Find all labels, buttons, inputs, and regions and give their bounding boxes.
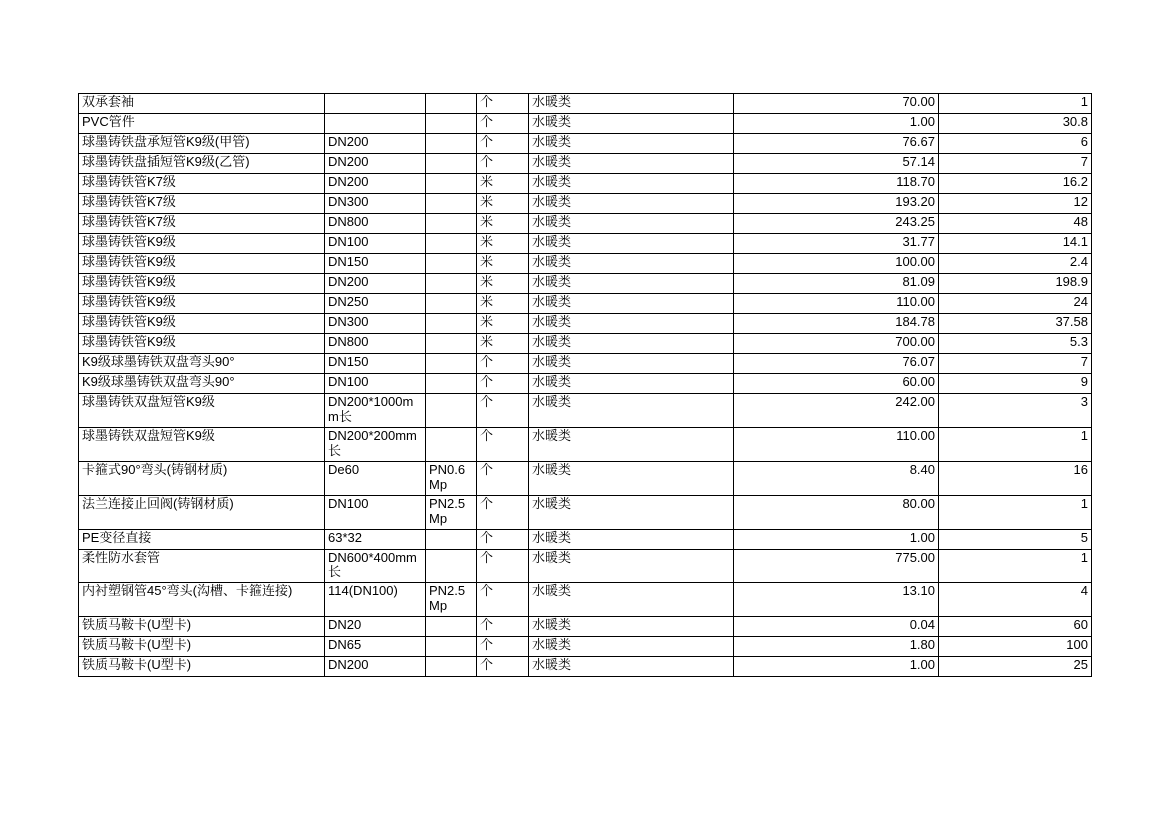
cell-spec[interactable]: DN200*1000mm长 [325,394,426,428]
cell-quantity[interactable]: 48 [939,214,1092,234]
table-row[interactable] [79,334,1092,354]
cell-category[interactable]: 水暖类 [529,334,734,354]
cell-unit[interactable]: 米 [477,214,529,234]
cell-quantity[interactable]: 5 [939,529,1092,549]
table-row[interactable] [79,583,1092,617]
cell-pressure[interactable] [426,234,477,254]
cell-unit[interactable]: 个 [477,354,529,374]
table-body [79,94,1092,677]
cell-quantity[interactable]: 1 [939,549,1092,583]
cell-quantity[interactable]: 198.9 [939,274,1092,294]
cell-quantity[interactable]: 16 [939,461,1092,495]
cell-name[interactable]: 球墨铸铁管K9级 [79,234,325,254]
cell-price[interactable]: 13.10 [734,583,939,617]
cell-spec[interactable]: DN20 [325,617,426,637]
cell-spec[interactable] [325,94,426,114]
table-row[interactable] [79,354,1092,374]
cell-price[interactable]: 0.04 [734,617,939,637]
cell-name[interactable]: 球墨铸铁管K9级 [79,254,325,274]
cell-category[interactable]: 水暖类 [529,314,734,334]
cell-spec[interactable]: DN200 [325,174,426,194]
cell-price[interactable]: 1.00 [734,657,939,677]
table-row[interactable] [79,254,1092,274]
cell-spec[interactable]: DN100 [325,234,426,254]
cell-category[interactable]: 水暖类 [529,461,734,495]
cell-spec[interactable]: DN800 [325,334,426,354]
cell-price[interactable]: 81.09 [734,274,939,294]
materials-table [78,93,1092,677]
cell-pressure[interactable] [426,427,477,461]
cell-quantity[interactable]: 3 [939,394,1092,428]
cell-quantity[interactable]: 2.4 [939,254,1092,274]
cell-quantity[interactable]: 12 [939,194,1092,214]
cell-unit[interactable]: 米 [477,234,529,254]
cell-spec[interactable]: 63*32 [325,529,426,549]
cell-name[interactable]: 卡箍式90°弯头(铸钢材质) [79,461,325,495]
cell-quantity[interactable]: 60 [939,617,1092,637]
cell-category[interactable]: 水暖类 [529,174,734,194]
cell-quantity[interactable]: 4 [939,583,1092,617]
cell-unit[interactable]: 米 [477,294,529,314]
cell-category[interactable]: 水暖类 [529,374,734,394]
cell-quantity[interactable]: 30.8 [939,114,1092,134]
cell-category[interactable]: 水暖类 [529,94,734,114]
cell-category[interactable]: 水暖类 [529,529,734,549]
cell-pressure[interactable] [426,134,477,154]
cell-price[interactable]: 193.20 [734,194,939,214]
cell-category[interactable]: 水暖类 [529,134,734,154]
cell-spec[interactable]: DN100 [325,495,426,529]
cell-category[interactable]: 水暖类 [529,274,734,294]
cell-spec[interactable]: DN150 [325,254,426,274]
cell-pressure[interactable] [426,114,477,134]
cell-unit[interactable]: 米 [477,314,529,334]
cell-price[interactable]: 1.00 [734,114,939,134]
cell-price[interactable]: 1.80 [734,637,939,657]
cell-spec[interactable]: DN200*200mm长 [325,427,426,461]
cell-pressure[interactable]: PN2.5Mp [426,495,477,529]
cell-unit[interactable]: 米 [477,274,529,294]
cell-quantity[interactable]: 9 [939,374,1092,394]
cell-pressure[interactable] [426,194,477,214]
cell-name[interactable]: 双承套袖 [79,94,325,114]
cell-pressure[interactable] [426,174,477,194]
cell-spec[interactable]: DN600*400mm长 [325,549,426,583]
cell-price[interactable]: 1.00 [734,529,939,549]
cell-name[interactable]: 球墨铸铁双盘短管K9级 [79,394,325,428]
cell-name[interactable]: 球墨铸铁管K9级 [79,314,325,334]
cell-quantity[interactable]: 6 [939,134,1092,154]
table-row[interactable] [79,114,1092,134]
cell-name[interactable]: PVC管件 [79,114,325,134]
cell-unit[interactable]: 个 [477,427,529,461]
cell-unit[interactable]: 个 [477,94,529,114]
table-row[interactable] [79,427,1092,461]
cell-spec[interactable] [325,114,426,134]
cell-spec[interactable]: DN800 [325,214,426,234]
table-row[interactable] [79,274,1092,294]
cell-category[interactable]: 水暖类 [529,583,734,617]
table-row[interactable] [79,174,1092,194]
cell-category[interactable]: 水暖类 [529,234,734,254]
table-row[interactable] [79,657,1092,677]
cell-category[interactable]: 水暖类 [529,495,734,529]
cell-pressure[interactable]: PN0.6Mp [426,461,477,495]
cell-pressure[interactable] [426,354,477,374]
cell-quantity[interactable]: 7 [939,354,1092,374]
table-row[interactable] [79,394,1092,428]
table-row[interactable] [79,374,1092,394]
cell-unit[interactable]: 米 [477,334,529,354]
cell-category[interactable]: 水暖类 [529,549,734,583]
cell-price[interactable]: 60.00 [734,374,939,394]
cell-quantity[interactable]: 5.3 [939,334,1092,354]
cell-pressure[interactable] [426,374,477,394]
cell-quantity[interactable]: 1 [939,94,1092,114]
cell-price[interactable]: 80.00 [734,495,939,529]
cell-category[interactable]: 水暖类 [529,114,734,134]
cell-price[interactable]: 775.00 [734,549,939,583]
cell-category[interactable]: 水暖类 [529,617,734,637]
cell-price[interactable]: 118.70 [734,174,939,194]
cell-pressure[interactable] [426,637,477,657]
cell-unit[interactable]: 米 [477,194,529,214]
cell-name[interactable]: 铁质马鞍卡(U型卡) [79,657,325,677]
cell-pressure[interactable]: PN2.5Mp [426,583,477,617]
cell-name[interactable]: 法兰连接止回阀(铸钢材质) [79,495,325,529]
cell-price[interactable]: 76.07 [734,354,939,374]
cell-price[interactable]: 100.00 [734,254,939,274]
cell-pressure[interactable] [426,154,477,174]
table-row[interactable] [79,617,1092,637]
cell-quantity[interactable]: 25 [939,657,1092,677]
cell-unit[interactable]: 个 [477,134,529,154]
table-row[interactable] [79,637,1092,657]
cell-unit[interactable]: 个 [477,583,529,617]
cell-quantity[interactable]: 37.58 [939,314,1092,334]
cell-category[interactable]: 水暖类 [529,194,734,214]
cell-unit[interactable]: 个 [477,495,529,529]
cell-name[interactable]: 球墨铸铁管K9级 [79,274,325,294]
cell-name[interactable]: 球墨铸铁双盘短管K9级 [79,427,325,461]
cell-price[interactable]: 243.25 [734,214,939,234]
cell-pressure[interactable] [426,617,477,637]
cell-spec[interactable]: DN200 [325,274,426,294]
cell-name[interactable]: 球墨铸铁管K9级 [79,294,325,314]
cell-quantity[interactable]: 14.1 [939,234,1092,254]
cell-unit[interactable]: 个 [477,154,529,174]
cell-spec[interactable]: DN100 [325,374,426,394]
cell-price[interactable]: 70.00 [734,94,939,114]
cell-pressure[interactable] [426,549,477,583]
table-row[interactable] [79,529,1092,549]
cell-unit[interactable]: 个 [477,394,529,428]
cell-unit[interactable]: 个 [477,657,529,677]
cell-price[interactable]: 8.40 [734,461,939,495]
table-row[interactable] [79,234,1092,254]
cell-pressure[interactable] [426,274,477,294]
cell-spec[interactable]: DN250 [325,294,426,314]
cell-pressure[interactable] [426,657,477,677]
cell-spec[interactable]: DN200 [325,657,426,677]
cell-spec[interactable]: DN200 [325,154,426,174]
cell-price[interactable]: 57.14 [734,154,939,174]
cell-price[interactable]: 76.67 [734,134,939,154]
cell-pressure[interactable] [426,334,477,354]
table-row[interactable] [79,194,1092,214]
cell-quantity[interactable]: 1 [939,427,1092,461]
cell-name[interactable]: 球墨铸铁管K7级 [79,174,325,194]
cell-price[interactable]: 700.00 [734,334,939,354]
cell-name[interactable]: 球墨铸铁盘插短管K9级(乙管) [79,154,325,174]
spreadsheet-area [78,93,1091,677]
cell-category[interactable]: 水暖类 [529,354,734,374]
cell-quantity[interactable]: 16.2 [939,174,1092,194]
cell-name[interactable]: 球墨铸铁盘承短管K9级(甲管) [79,134,325,154]
cell-spec[interactable]: DN65 [325,637,426,657]
cell-spec[interactable]: DN150 [325,354,426,374]
cell-unit[interactable]: 个 [477,617,529,637]
cell-name[interactable]: 球墨铸铁管K9级 [79,334,325,354]
cell-pressure[interactable] [426,529,477,549]
cell-category[interactable]: 水暖类 [529,214,734,234]
cell-category[interactable]: 水暖类 [529,154,734,174]
cell-category[interactable]: 水暖类 [529,254,734,274]
cell-price[interactable]: 110.00 [734,294,939,314]
cell-name[interactable]: PE变径直接 [79,529,325,549]
table-row[interactable] [79,495,1092,529]
cell-name[interactable]: K9级球墨铸铁双盘弯头90° [79,374,325,394]
cell-category[interactable]: 水暖类 [529,427,734,461]
cell-quantity[interactable]: 1 [939,495,1092,529]
cell-price[interactable]: 184.78 [734,314,939,334]
cell-quantity[interactable]: 24 [939,294,1092,314]
cell-pressure[interactable] [426,214,477,234]
table-row[interactable] [79,314,1092,334]
cell-pressure[interactable] [426,314,477,334]
table-row[interactable] [79,154,1092,174]
cell-pressure[interactable] [426,94,477,114]
cell-name[interactable]: 铁质马鞍卡(U型卡) [79,617,325,637]
cell-category[interactable]: 水暖类 [529,294,734,314]
cell-unit[interactable]: 个 [477,374,529,394]
cell-unit[interactable]: 个 [477,114,529,134]
cell-category[interactable]: 水暖类 [529,637,734,657]
cell-unit[interactable]: 个 [477,637,529,657]
cell-name[interactable]: 球墨铸铁管K7级 [79,214,325,234]
cell-unit[interactable]: 个 [477,461,529,495]
cell-pressure[interactable] [426,294,477,314]
table-row[interactable] [79,294,1092,314]
cell-quantity[interactable]: 100 [939,637,1092,657]
cell-pressure[interactable] [426,394,477,428]
table-row[interactable] [79,461,1092,495]
cell-unit[interactable]: 米 [477,174,529,194]
cell-price[interactable]: 110.00 [734,427,939,461]
cell-unit[interactable]: 个 [477,529,529,549]
cell-name[interactable]: 内衬塑钢管45°弯头(沟槽、卡箍连接) [79,583,325,617]
cell-name[interactable]: 铁质马鞍卡(U型卡) [79,637,325,657]
cell-spec[interactable]: DN200 [325,134,426,154]
cell-category[interactable]: 水暖类 [529,394,734,428]
table-row[interactable] [79,214,1092,234]
cell-category[interactable]: 水暖类 [529,657,734,677]
table-row[interactable] [79,549,1092,583]
cell-spec[interactable]: De60 [325,461,426,495]
cell-unit[interactable]: 米 [477,254,529,274]
cell-unit[interactable]: 个 [477,549,529,583]
cell-spec[interactable]: DN300 [325,314,426,334]
cell-pressure[interactable] [426,254,477,274]
cell-price[interactable]: 31.77 [734,234,939,254]
cell-price[interactable]: 242.00 [734,394,939,428]
cell-name[interactable]: 柔性防水套管 [79,549,325,583]
table-row[interactable] [79,94,1092,114]
cell-spec[interactable]: 114(DN100) [325,583,426,617]
cell-name[interactable]: 球墨铸铁管K7级 [79,194,325,214]
cell-name[interactable]: K9级球墨铸铁双盘弯头90° [79,354,325,374]
table-row[interactable] [79,134,1092,154]
cell-quantity[interactable]: 7 [939,154,1092,174]
cell-spec[interactable]: DN300 [325,194,426,214]
